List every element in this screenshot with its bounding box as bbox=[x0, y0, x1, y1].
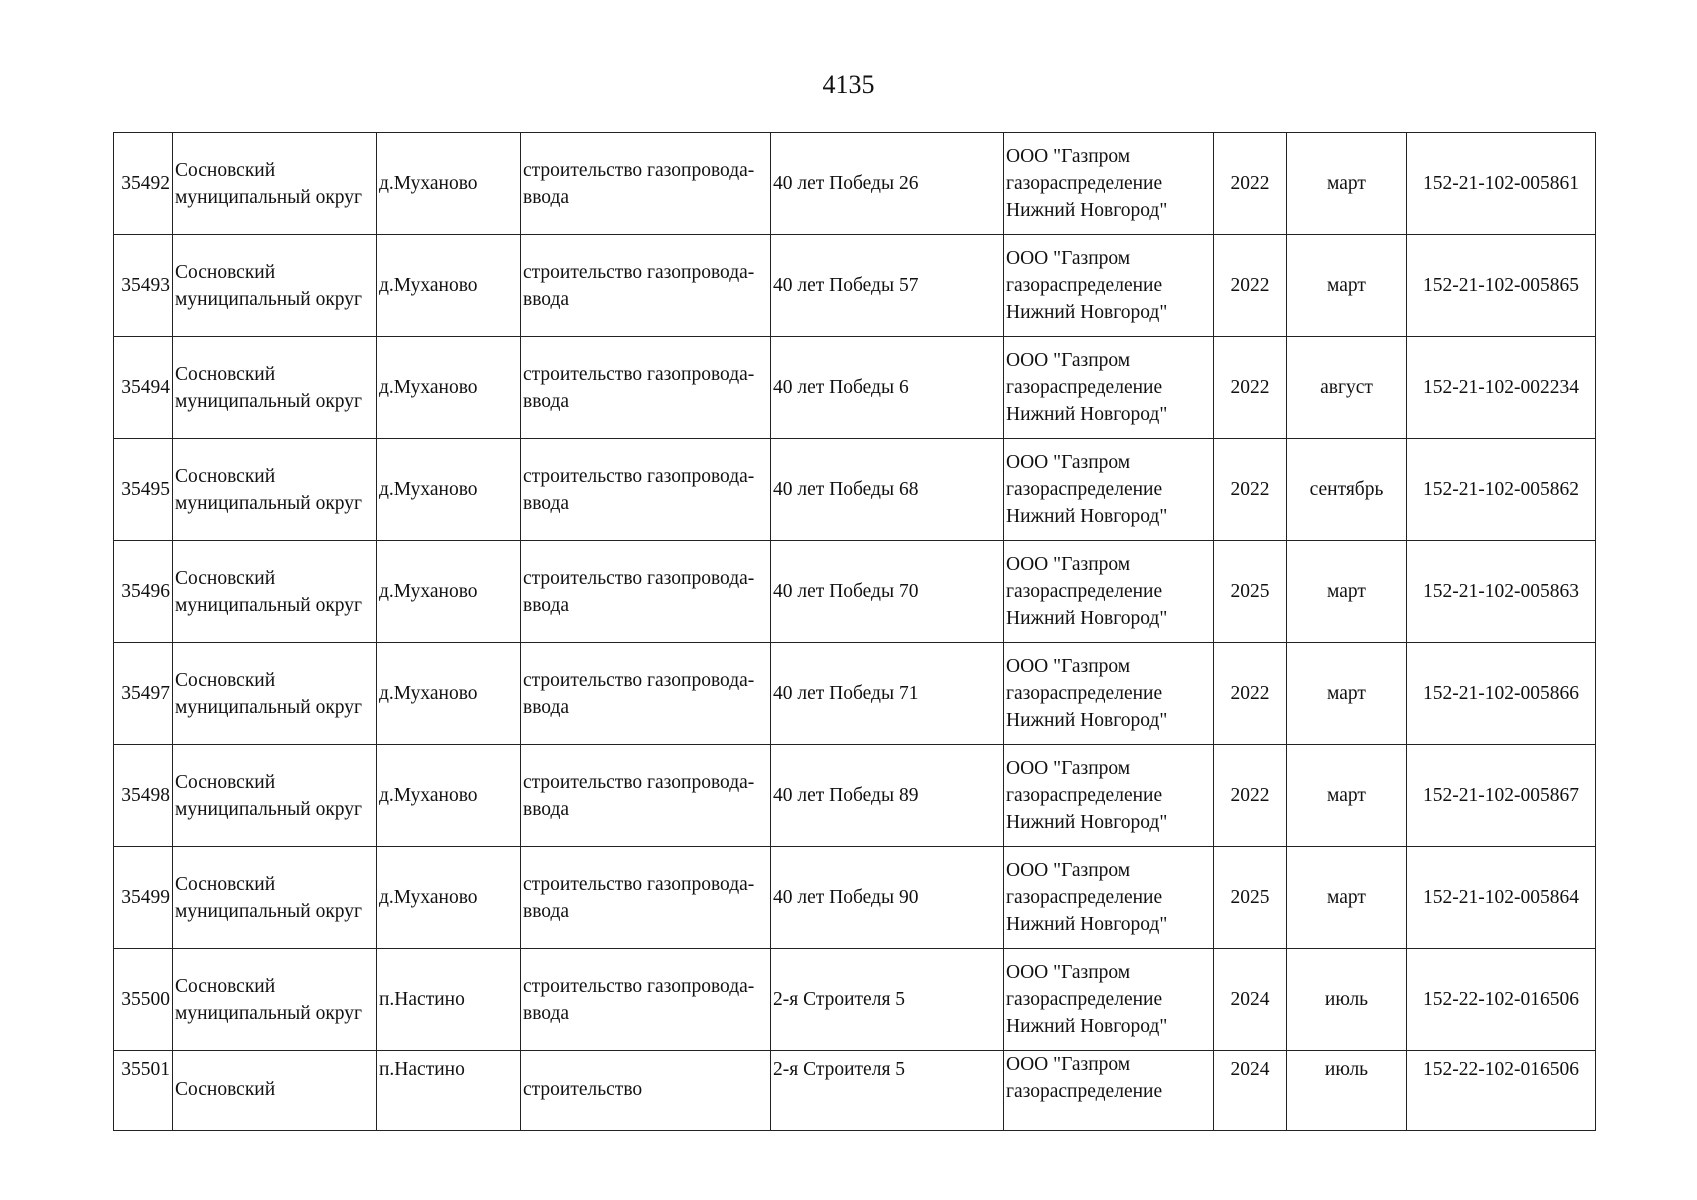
month-cell bbox=[1287, 337, 1407, 439]
organization-cell-line: ООО "Газпром bbox=[1006, 860, 1131, 881]
settlement-cell-line: д.Муханово bbox=[379, 377, 478, 398]
municipality-cell-line: Сосновский bbox=[175, 771, 276, 793]
address-cell bbox=[771, 235, 1004, 337]
work-type-cell-line: строительство газопровода- bbox=[523, 465, 755, 487]
municipality-cell-line: муниципальный округ bbox=[175, 390, 363, 412]
address-cell bbox=[771, 1051, 1004, 1131]
month-cell-line: сентябрь bbox=[1309, 479, 1384, 500]
organization-cell-line: ООО "Газпром bbox=[1006, 452, 1131, 473]
municipality-cell-line: Сосновский bbox=[175, 873, 276, 895]
request-code-cell bbox=[1407, 1051, 1596, 1131]
organization-cell-line: ООО "Газпром bbox=[1006, 248, 1131, 269]
work-type-cell bbox=[521, 235, 771, 337]
record-number-cell-line: 35493 bbox=[121, 275, 170, 296]
year-cell bbox=[1214, 1051, 1287, 1131]
year-cell bbox=[1214, 745, 1287, 847]
request-code-cell-line: 152-21-102-005867 bbox=[1423, 785, 1579, 806]
municipality-cell bbox=[173, 541, 377, 643]
request-code-cell-line: 152-21-102-005862 bbox=[1423, 479, 1579, 500]
organization-cell-line: газораспределение bbox=[1006, 683, 1163, 704]
request-code-cell bbox=[1407, 235, 1596, 337]
request-code-cell bbox=[1407, 541, 1596, 643]
record-number-cell bbox=[114, 133, 173, 235]
organization-cell-line: газораспределение bbox=[1006, 581, 1163, 602]
settlement-cell bbox=[377, 133, 521, 235]
settlement-cell-line: д.Муханово bbox=[379, 275, 478, 296]
settlement-cell bbox=[377, 643, 521, 745]
organization-cell-line: Нижний Новгород" bbox=[1006, 302, 1168, 323]
year-cell-line: 2022 bbox=[1230, 479, 1270, 500]
address-cell bbox=[771, 745, 1004, 847]
organization-cell-line: Нижний Новгород" bbox=[1006, 506, 1168, 527]
organization-cell-line: газораспределение bbox=[1006, 479, 1163, 500]
year-cell-line: 2022 bbox=[1230, 173, 1270, 194]
table-row bbox=[114, 745, 1596, 847]
work-type-cell-line: ввода bbox=[523, 288, 570, 310]
year-cell-line: 2024 bbox=[1230, 1059, 1270, 1080]
month-cell-line: март bbox=[1327, 173, 1366, 194]
organization-cell bbox=[1004, 337, 1214, 439]
organization-cell-line: Нижний Новгород" bbox=[1006, 608, 1168, 629]
organization-cell-line: ООО "Газпром bbox=[1006, 350, 1131, 371]
table-row bbox=[114, 949, 1596, 1051]
year-cell-line: 2022 bbox=[1230, 683, 1270, 704]
organization-cell bbox=[1004, 745, 1214, 847]
organization-cell-line: Нижний Новгород" bbox=[1006, 200, 1168, 221]
work-type-cell-line: ввода bbox=[523, 798, 570, 820]
record-number-cell bbox=[114, 541, 173, 643]
address-cell bbox=[771, 541, 1004, 643]
organization-cell bbox=[1004, 643, 1214, 745]
organization-cell-line: газораспределение bbox=[1006, 1081, 1163, 1102]
month-cell-line: март bbox=[1327, 785, 1366, 806]
table-row bbox=[114, 337, 1596, 439]
municipality-cell bbox=[173, 439, 377, 541]
month-cell-line: июль bbox=[1324, 1059, 1369, 1080]
request-code-cell bbox=[1407, 745, 1596, 847]
work-type-cell-line: строительство газопровода- bbox=[523, 873, 755, 895]
month-cell bbox=[1287, 439, 1407, 541]
organization-cell bbox=[1004, 847, 1214, 949]
month-cell-line: июль bbox=[1324, 989, 1369, 1010]
table-row bbox=[114, 847, 1596, 949]
address-cell bbox=[771, 337, 1004, 439]
address-cell bbox=[771, 643, 1004, 745]
request-code-cell-line: 152-22-102-016506 bbox=[1423, 989, 1579, 1010]
record-number-cell bbox=[114, 643, 173, 745]
settlement-cell bbox=[377, 439, 521, 541]
record-number-cell-line: 35492 bbox=[121, 173, 170, 194]
address-cell-line: 40 лет Победы 57 bbox=[773, 275, 919, 296]
organization-cell-line: ООО "Газпром bbox=[1006, 758, 1131, 779]
year-cell-line: 2025 bbox=[1230, 581, 1270, 602]
organization-cell-line: Нижний Новгород" bbox=[1006, 1016, 1168, 1037]
work-type-cell bbox=[521, 337, 771, 439]
municipality-cell-line: Сосновский bbox=[175, 261, 276, 283]
address-cell-line: 2-я Строителя 5 bbox=[773, 1059, 906, 1080]
address-cell-line: 40 лет Победы 6 bbox=[773, 377, 909, 398]
work-type-cell-line: строительство газопровода- bbox=[523, 261, 755, 283]
municipality-cell bbox=[173, 847, 377, 949]
month-cell-line: март bbox=[1327, 887, 1366, 908]
work-type-cell-line: строительство газопровода- bbox=[523, 363, 755, 385]
table-row bbox=[114, 541, 1596, 643]
work-type-cell-line: ввода bbox=[523, 594, 570, 616]
request-code-cell bbox=[1407, 337, 1596, 439]
settlement-cell bbox=[377, 337, 521, 439]
month-cell-line: март bbox=[1327, 683, 1366, 704]
work-type-cell-line: ввода bbox=[523, 696, 570, 718]
record-number-cell-line: 35500 bbox=[121, 989, 170, 1010]
record-number-cell-line: 35498 bbox=[121, 785, 170, 806]
month-cell bbox=[1287, 745, 1407, 847]
settlement-cell-line: д.Муханово bbox=[379, 479, 478, 500]
municipality-cell-line: Сосновский bbox=[175, 159, 276, 181]
municipality-cell-line: Сосновский bbox=[175, 363, 276, 385]
organization-cell bbox=[1004, 439, 1214, 541]
organization-cell-line: газораспределение bbox=[1006, 887, 1163, 908]
organization-cell-line: ООО "Газпром bbox=[1006, 146, 1131, 167]
work-type-cell bbox=[521, 745, 771, 847]
request-code-cell-line: 152-21-102-005863 bbox=[1423, 581, 1579, 602]
record-number-cell bbox=[114, 745, 173, 847]
record-number-cell bbox=[114, 949, 173, 1051]
municipality-cell bbox=[173, 337, 377, 439]
table-body bbox=[114, 133, 1596, 1131]
address-cell-line: 40 лет Победы 70 bbox=[773, 581, 919, 602]
municipality-cell bbox=[173, 745, 377, 847]
month-cell bbox=[1287, 643, 1407, 745]
municipality-cell-line: Сосновский bbox=[175, 465, 276, 487]
municipality-cell-line: муниципальный округ bbox=[175, 696, 363, 718]
year-cell bbox=[1214, 643, 1287, 745]
month-cell bbox=[1287, 1051, 1407, 1131]
year-cell-line: 2022 bbox=[1230, 275, 1270, 296]
work-type-cell bbox=[521, 1051, 771, 1131]
request-code-cell-line: 152-21-102-005864 bbox=[1423, 887, 1579, 908]
request-code-cell-line: 152-21-102-005861 bbox=[1423, 173, 1579, 194]
municipality-cell-line: Сосновский bbox=[175, 567, 276, 589]
table-row bbox=[114, 643, 1596, 745]
municipality-cell bbox=[173, 1051, 377, 1131]
record-number-cell bbox=[114, 337, 173, 439]
municipality-cell-line: муниципальный округ bbox=[175, 900, 363, 922]
organization-cell-line: ООО "Газпром bbox=[1006, 656, 1131, 677]
organization-cell bbox=[1004, 1051, 1214, 1131]
municipality-cell-line: муниципальный округ bbox=[175, 594, 363, 616]
municipality-cell bbox=[173, 133, 377, 235]
settlement-cell-line: д.Муханово bbox=[379, 887, 478, 908]
work-type-cell bbox=[521, 133, 771, 235]
record-number-cell-line: 35494 bbox=[121, 377, 170, 398]
settlement-cell-line: д.Муханово bbox=[379, 785, 478, 806]
record-number-cell-line: 35499 bbox=[121, 887, 170, 908]
request-code-cell bbox=[1407, 949, 1596, 1051]
work-type-cell bbox=[521, 439, 771, 541]
organization-cell-line: Нижний Новгород" bbox=[1006, 404, 1168, 425]
table-row bbox=[114, 133, 1596, 235]
request-code-cell bbox=[1407, 643, 1596, 745]
address-cell-line: 40 лет Победы 71 bbox=[773, 683, 919, 704]
settlement-cell-line: п.Настино bbox=[379, 989, 465, 1010]
table-row bbox=[114, 439, 1596, 541]
organization-cell-line: газораспределение bbox=[1006, 275, 1163, 296]
municipality-cell bbox=[173, 643, 377, 745]
record-number-cell bbox=[114, 235, 173, 337]
month-cell bbox=[1287, 949, 1407, 1051]
settlement-cell bbox=[377, 745, 521, 847]
address-cell bbox=[771, 439, 1004, 541]
year-cell bbox=[1214, 337, 1287, 439]
work-type-cell bbox=[521, 541, 771, 643]
organization-cell-line: газораспределение bbox=[1006, 785, 1163, 806]
organization-cell-line: ООО "Газпром bbox=[1006, 1054, 1131, 1075]
settlement-cell-line: п.Настино bbox=[379, 1059, 465, 1080]
organization-cell bbox=[1004, 133, 1214, 235]
record-number-cell bbox=[114, 847, 173, 949]
request-code-cell bbox=[1407, 133, 1596, 235]
organization-cell bbox=[1004, 235, 1214, 337]
municipality-cell-line: муниципальный округ bbox=[175, 798, 363, 820]
work-type-cell-line: строительство газопровода- bbox=[523, 159, 755, 181]
address-cell bbox=[771, 133, 1004, 235]
organization-cell-line: Нижний Новгород" bbox=[1006, 812, 1168, 833]
address-cell bbox=[771, 847, 1004, 949]
municipality-cell bbox=[173, 235, 377, 337]
year-cell-line: 2022 bbox=[1230, 377, 1270, 398]
record-number-cell-line: 35496 bbox=[121, 581, 170, 602]
municipality-cell-line: муниципальный округ bbox=[175, 186, 363, 208]
month-cell bbox=[1287, 235, 1407, 337]
organization-cell-line: ООО "Газпром bbox=[1006, 554, 1131, 575]
work-type-cell-line: строительство газопровода- bbox=[523, 975, 755, 997]
address-cell-line: 2-я Строителя 5 bbox=[773, 989, 906, 1010]
request-code-cell-line: 152-21-102-002234 bbox=[1423, 377, 1579, 398]
organization-cell-line: ООО "Газпром bbox=[1006, 962, 1131, 983]
organization-cell-line: газораспределение bbox=[1006, 989, 1163, 1010]
year-cell bbox=[1214, 133, 1287, 235]
record-number-cell bbox=[114, 1051, 173, 1131]
settlement-cell-line: д.Муханово bbox=[379, 683, 478, 704]
month-cell-line: март bbox=[1327, 581, 1366, 602]
municipality-cell-line: муниципальный округ bbox=[175, 288, 363, 310]
municipality-cell-line: Сосновский bbox=[175, 975, 276, 997]
address-cell-line: 40 лет Победы 68 bbox=[773, 479, 919, 500]
organization-cell-line: Нижний Новгород" bbox=[1006, 710, 1168, 731]
request-code-cell bbox=[1407, 847, 1596, 949]
record-number-cell bbox=[114, 439, 173, 541]
settlement-cell bbox=[377, 235, 521, 337]
month-cell bbox=[1287, 541, 1407, 643]
work-type-cell-line: ввода bbox=[523, 900, 570, 922]
year-cell bbox=[1214, 541, 1287, 643]
work-type-cell-line: строительство газопровода- bbox=[523, 669, 755, 691]
organization-cell bbox=[1004, 541, 1214, 643]
organization-cell-line: Нижний Новгород" bbox=[1006, 914, 1168, 935]
page-number: 4135 bbox=[822, 70, 875, 99]
request-code-cell-line: 152-21-102-005865 bbox=[1423, 275, 1579, 296]
settlement-cell bbox=[377, 1051, 521, 1131]
year-cell-line: 2024 bbox=[1230, 989, 1270, 1010]
address-cell bbox=[771, 949, 1004, 1051]
work-type-cell bbox=[521, 643, 771, 745]
month-cell bbox=[1287, 847, 1407, 949]
organization-cell-line: газораспределение bbox=[1006, 377, 1163, 398]
municipality-cell-line: муниципальный округ bbox=[175, 1002, 363, 1024]
month-cell-line: март bbox=[1327, 275, 1366, 296]
record-number-cell-line: 35497 bbox=[121, 683, 170, 704]
work-type-cell-line: строительство газопровода- bbox=[523, 771, 755, 793]
settlement-cell bbox=[377, 949, 521, 1051]
record-number-cell-line: 35501 bbox=[121, 1059, 170, 1080]
year-cell-line: 2025 bbox=[1230, 887, 1270, 908]
month-cell bbox=[1287, 133, 1407, 235]
request-code-cell bbox=[1407, 439, 1596, 541]
work-type-cell-line: строительство газопровода- bbox=[523, 567, 755, 589]
settlement-cell-line: д.Муханово bbox=[379, 581, 478, 602]
settlement-cell bbox=[377, 847, 521, 949]
address-cell-line: 40 лет Победы 89 bbox=[773, 785, 919, 806]
work-type-cell-line: ввода bbox=[523, 186, 570, 208]
organization-cell-line: газораспределение bbox=[1006, 173, 1163, 194]
request-code-cell-line: 152-22-102-016506 bbox=[1423, 1059, 1579, 1080]
address-cell-line: 40 лет Победы 26 bbox=[773, 173, 919, 194]
municipality-cell-line: Сосновский bbox=[175, 669, 276, 691]
year-cell bbox=[1214, 439, 1287, 541]
year-cell bbox=[1214, 847, 1287, 949]
settlement-cell bbox=[377, 541, 521, 643]
settlement-cell-line: д.Муханово bbox=[379, 173, 478, 194]
year-cell bbox=[1214, 949, 1287, 1051]
municipality-cell bbox=[173, 949, 377, 1051]
year-cell-line: 2022 bbox=[1230, 785, 1270, 806]
address-cell-line: 40 лет Победы 90 bbox=[773, 887, 919, 908]
municipality-cell-line: Сосновский bbox=[175, 1079, 276, 1100]
work-type-cell-line: ввода bbox=[523, 1002, 570, 1024]
record-number-cell-line: 35495 bbox=[121, 479, 170, 500]
month-cell-line: август bbox=[1320, 377, 1373, 398]
year-cell bbox=[1214, 235, 1287, 337]
organization-cell bbox=[1004, 949, 1214, 1051]
work-type-cell-line: ввода bbox=[523, 492, 570, 514]
work-type-cell-line: ввода bbox=[523, 390, 570, 412]
table-row bbox=[114, 235, 1596, 337]
request-code-cell-line: 152-21-102-005866 bbox=[1423, 683, 1579, 704]
work-type-cell bbox=[521, 949, 771, 1051]
municipality-cell-line: муниципальный округ bbox=[175, 492, 363, 514]
work-type-cell-line: строительство bbox=[523, 1079, 643, 1100]
registry-table bbox=[113, 132, 1596, 1131]
work-type-cell bbox=[521, 847, 771, 949]
table-row bbox=[114, 1051, 1596, 1131]
